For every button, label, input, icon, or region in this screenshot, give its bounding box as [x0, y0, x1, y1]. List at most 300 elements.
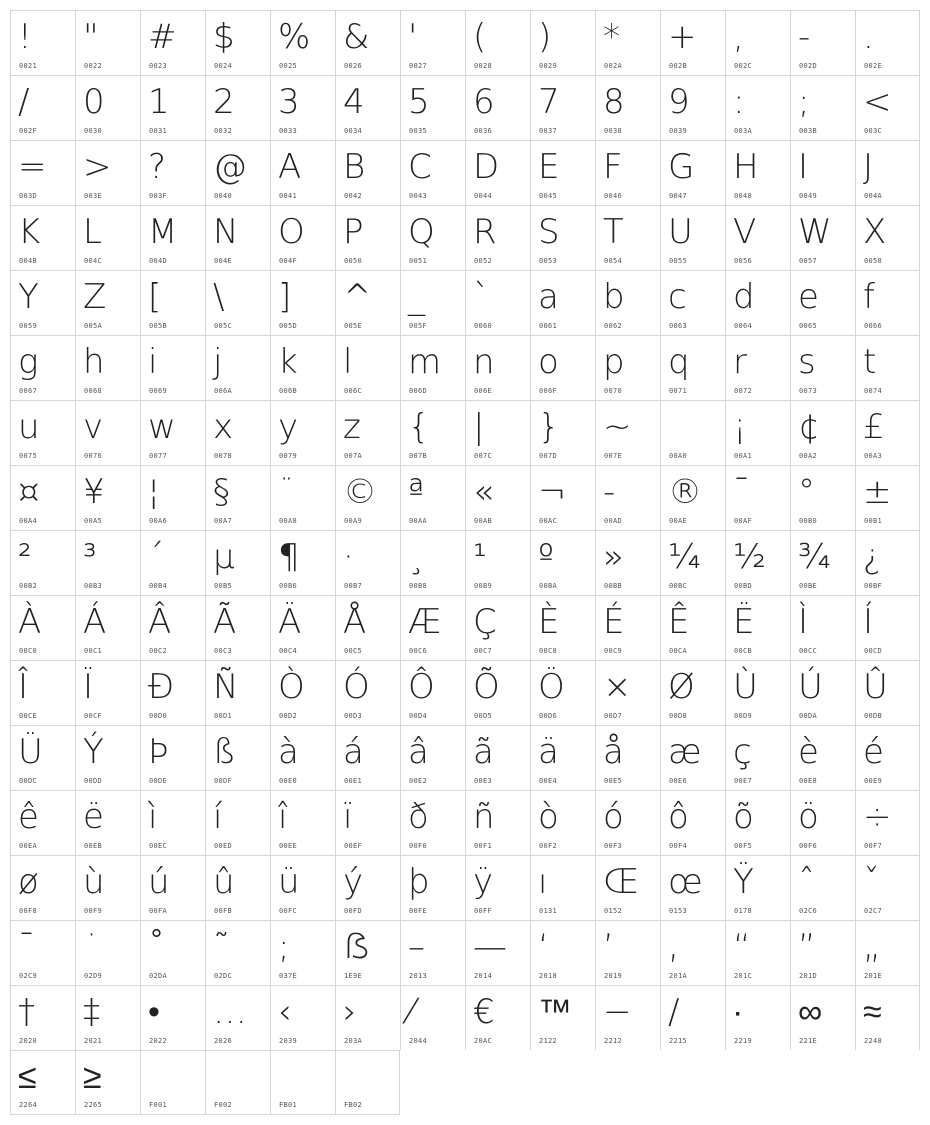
glyph-char: ≥	[83, 1057, 102, 1097]
glyph-char: -	[603, 472, 616, 512]
glyph-cell	[10, 790, 75, 855]
glyph-codepoint: 006E	[474, 387, 493, 395]
glyph-codepoint: 0034	[344, 127, 363, 135]
glyph-codepoint: 00F1	[474, 842, 493, 850]
glyph-cell	[400, 75, 465, 140]
glyph-cell	[660, 75, 725, 140]
glyph-row	[10, 530, 920, 595]
glyph-codepoint: 2018	[539, 972, 558, 980]
glyph-char: {	[408, 407, 430, 447]
glyph-codepoint: 00A3	[864, 452, 883, 460]
glyph-char: ù	[83, 862, 105, 902]
glyph-codepoint: 00C0	[19, 647, 38, 655]
glyph-codepoint: 00A0	[669, 452, 688, 460]
glyph-char: º	[538, 537, 555, 577]
glyph-char: Ú	[798, 667, 823, 707]
glyph-cell	[725, 595, 790, 660]
glyph-codepoint: 0029	[539, 62, 558, 70]
glyph-cell	[400, 400, 465, 465]
glyph-char: m	[408, 342, 442, 382]
glyph-codepoint: 0053	[539, 257, 558, 265]
glyph-cell	[400, 985, 465, 1050]
glyph-char: ;	[278, 927, 290, 967]
glyph-char: ª	[408, 472, 425, 512]
glyph-cell	[10, 140, 75, 205]
glyph-char: ô	[668, 797, 689, 837]
glyph-char: ñ	[473, 797, 495, 837]
glyph-char: ;	[798, 82, 810, 122]
glyph-cell	[725, 530, 790, 595]
glyph-cell	[790, 140, 855, 205]
glyph-char: J	[863, 147, 874, 187]
glyph-cell	[75, 985, 140, 1050]
glyph-cell	[790, 400, 855, 465]
glyph-codepoint: 0025	[279, 62, 298, 70]
glyph-char: ¸	[408, 537, 425, 577]
glyph-codepoint: 00F7	[864, 842, 883, 850]
glyph-codepoint: 0067	[19, 387, 38, 395]
glyph-codepoint: 0033	[279, 127, 298, 135]
glyph-codepoint: 00D2	[279, 712, 298, 720]
glyph-codepoint: 0075	[19, 452, 38, 460]
glyph-codepoint: 00FE	[409, 907, 428, 915]
glyph-cell	[270, 855, 335, 920]
glyph-cell	[660, 335, 725, 400]
glyph-cell	[790, 530, 855, 595]
glyph-char: k	[278, 342, 298, 382]
glyph-char: Ñ	[213, 667, 239, 707]
glyph-char: °	[798, 472, 815, 512]
glyph-char: C	[408, 147, 432, 187]
glyph-cell	[75, 920, 140, 985]
glyph-cell	[465, 660, 530, 725]
glyph-cell	[140, 530, 205, 595]
glyph-char: B	[343, 147, 366, 187]
glyph-cell	[725, 790, 790, 855]
glyph-char: V	[733, 212, 757, 252]
glyph-codepoint: 0056	[734, 257, 753, 265]
glyph-codepoint: 00DB	[864, 712, 883, 720]
glyph-cell	[75, 140, 140, 205]
glyph-cell	[400, 270, 465, 335]
glyph-char: ˙	[83, 927, 100, 967]
glyph-codepoint: 005D	[279, 322, 298, 330]
glyph-char: X	[863, 212, 887, 252]
glyph-codepoint: 0072	[734, 387, 753, 395]
glyph-codepoint: 00D4	[409, 712, 428, 720]
glyph-codepoint: 00DA	[799, 712, 818, 720]
glyph-char: »	[603, 537, 624, 577]
glyph-codepoint: 00B7	[344, 582, 363, 590]
glyph-codepoint: 00BC	[669, 582, 688, 590]
glyph-cell	[140, 465, 205, 530]
glyph-char: Ø	[668, 667, 695, 707]
glyph-char: Ç	[473, 602, 497, 642]
glyph-codepoint: 0178	[734, 907, 753, 915]
glyph-char: v	[83, 407, 104, 447]
glyph-codepoint: 00E7	[734, 777, 753, 785]
glyph-codepoint: 004B	[19, 257, 38, 265]
glyph-codepoint: 0131	[539, 907, 558, 915]
glyph-char: ø	[18, 862, 39, 902]
glyph-cell	[660, 400, 725, 465]
glyph-char: 7	[538, 82, 560, 122]
glyph-codepoint: 00FD	[344, 907, 363, 915]
glyph-cell	[725, 10, 790, 75]
glyph-char: ™	[538, 992, 572, 1032]
glyph-char: i	[148, 342, 158, 382]
glyph-char: ü	[278, 862, 300, 902]
glyph-codepoint: 00B4	[149, 582, 168, 590]
glyph-cell	[400, 920, 465, 985]
glyph-char: Þ	[148, 732, 169, 772]
glyph-codepoint: 0024	[214, 62, 233, 70]
glyph-cell	[595, 465, 660, 530]
glyph-codepoint: 201C	[734, 972, 753, 980]
glyph-codepoint: 00F2	[539, 842, 558, 850]
glyph-cell	[595, 660, 660, 725]
glyph-cell	[75, 530, 140, 595]
glyph-codepoint: 00AE	[669, 517, 688, 525]
glyph-codepoint: 0041	[279, 192, 298, 200]
glyph-char: ∞	[798, 992, 823, 1032]
glyph-cell	[790, 205, 855, 270]
glyph-cell	[335, 855, 400, 920]
glyph-codepoint: 0077	[149, 452, 168, 460]
glyph-char: ”	[798, 927, 816, 967]
glyph-cell	[660, 595, 725, 660]
glyph-codepoint: 00AA	[409, 517, 428, 525]
glyph-cell	[465, 465, 530, 530]
glyph-char: Œ	[603, 862, 640, 902]
glyph-char: ä	[538, 732, 559, 772]
glyph-codepoint: 00C8	[539, 647, 558, 655]
glyph-cell	[790, 920, 855, 985]
glyph-codepoint: 004D	[149, 257, 168, 265]
glyph-codepoint: 02C9	[19, 972, 38, 980]
glyph-codepoint: 006C	[344, 387, 363, 395]
glyph-char: D	[473, 147, 500, 187]
glyph-cell	[465, 270, 530, 335]
glyph-codepoint: 00B6	[279, 582, 298, 590]
glyph-cell	[725, 465, 790, 530]
glyph-codepoint: 2039	[279, 1037, 298, 1045]
glyph-cell	[270, 660, 335, 725]
glyph-codepoint: 006F	[539, 387, 558, 395]
glyph-char: §	[213, 472, 230, 512]
glyph-char: )	[538, 17, 552, 57]
glyph-cell	[465, 790, 530, 855]
glyph-codepoint: 004A	[864, 192, 883, 200]
glyph-char: +	[668, 17, 697, 57]
glyph-char: Á	[83, 602, 107, 642]
glyph-char: a	[538, 277, 559, 317]
glyph-cell	[205, 335, 270, 400]
glyph-cell	[465, 985, 530, 1050]
glyph-char: µ	[213, 537, 235, 577]
glyph-cell	[855, 725, 920, 790]
glyph-cell	[530, 10, 595, 75]
glyph-cell	[335, 400, 400, 465]
glyph-char: Z	[83, 277, 107, 317]
glyph-char: P	[343, 212, 364, 252]
glyph-cell	[660, 660, 725, 725]
glyph-cell	[530, 920, 595, 985]
glyph-cell	[400, 660, 465, 725]
glyph-codepoint: 0074	[864, 387, 883, 395]
glyph-cell	[465, 140, 530, 205]
glyph-cell	[270, 75, 335, 140]
glyph-cell	[530, 985, 595, 1050]
glyph-cell	[10, 335, 75, 400]
glyph-char: ´	[148, 537, 165, 577]
glyph-char: Ã	[213, 602, 237, 642]
glyph-char: î	[278, 797, 288, 837]
glyph-cell	[205, 1050, 270, 1115]
glyph-char: K	[18, 212, 41, 252]
glyph-char: â	[408, 732, 429, 772]
glyph-grid	[10, 10, 920, 1115]
glyph-char: Ô	[408, 667, 435, 707]
glyph-char: '	[408, 17, 418, 57]
glyph-cell	[10, 660, 75, 725]
glyph-cell	[595, 595, 660, 660]
glyph-codepoint: 0021	[19, 62, 38, 70]
glyph-char: p	[603, 342, 625, 382]
glyph-cell	[400, 790, 465, 855]
glyph-cell	[335, 660, 400, 725]
glyph-codepoint: 0023	[149, 62, 168, 70]
glyph-codepoint: 2014	[474, 972, 493, 980]
glyph-cell	[595, 920, 660, 985]
glyph-char: Ò	[278, 667, 305, 707]
glyph-char: c	[668, 277, 687, 317]
glyph-codepoint: 2265	[84, 1101, 103, 1109]
glyph-codepoint: 1E9E	[344, 972, 363, 980]
glyph-char: 4	[343, 82, 365, 122]
glyph-codepoint: 00EF	[344, 842, 363, 850]
glyph-codepoint: 003B	[799, 127, 818, 135]
glyph-char: í	[213, 797, 223, 837]
glyph-cell	[790, 335, 855, 400]
glyph-char: o	[538, 342, 559, 382]
glyph-char: ý	[343, 862, 364, 902]
glyph-cell	[140, 140, 205, 205]
glyph-cell	[140, 985, 205, 1050]
glyph-cell	[660, 465, 725, 530]
glyph-char: 9	[668, 82, 690, 122]
glyph-char: Ë	[733, 602, 755, 642]
glyph-cell	[530, 400, 595, 465]
glyph-codepoint: 00C2	[149, 647, 168, 655]
glyph-char: ‚	[668, 927, 679, 967]
glyph-codepoint: 00AB	[474, 517, 493, 525]
glyph-char: j	[213, 342, 223, 382]
glyph-char: ²	[18, 537, 32, 577]
glyph-char: à	[278, 732, 299, 772]
glyph-char: I	[798, 147, 809, 187]
glyph-cell	[205, 920, 270, 985]
glyph-cell	[270, 595, 335, 660]
glyph-cell	[725, 140, 790, 205]
glyph-char: u	[18, 407, 40, 447]
glyph-cell	[725, 725, 790, 790]
glyph-char: |	[473, 407, 485, 447]
glyph-char: Ð	[148, 667, 175, 707]
glyph-codepoint: 00D7	[604, 712, 623, 720]
glyph-codepoint: 00D9	[734, 712, 753, 720]
glyph-codepoint: 201D	[799, 972, 818, 980]
glyph-char: W	[798, 212, 832, 252]
glyph-cell	[530, 530, 595, 595]
glyph-codepoint: 0037	[539, 127, 558, 135]
glyph-cell	[465, 725, 530, 790]
glyph-cell	[75, 335, 140, 400]
glyph-codepoint: 00F9	[84, 907, 103, 915]
glyph-row	[10, 75, 920, 140]
glyph-cell	[205, 855, 270, 920]
glyph-cell	[270, 790, 335, 855]
glyph-cell	[465, 855, 530, 920]
glyph-cell	[725, 270, 790, 335]
glyph-cell	[660, 270, 725, 335]
glyph-cell	[10, 725, 75, 790]
glyph-cell	[855, 595, 920, 660]
glyph-codepoint: 2019	[604, 972, 623, 980]
glyph-cell	[335, 595, 400, 660]
glyph-cell	[530, 465, 595, 530]
glyph-char: á	[343, 732, 364, 772]
glyph-char: è	[798, 732, 819, 772]
glyph-codepoint: 02DC	[214, 972, 233, 980]
glyph-char: .	[863, 17, 874, 57]
glyph-char: ≤	[18, 1057, 37, 1097]
glyph-codepoint: 00E2	[409, 777, 428, 785]
glyph-cell	[335, 10, 400, 75]
glyph-char: ö	[798, 797, 819, 837]
glyph-char: }	[538, 407, 560, 447]
glyph-codepoint: 0042	[344, 192, 363, 200]
glyph-char: ì	[148, 797, 158, 837]
glyph-codepoint: 00AC	[539, 517, 558, 525]
glyph-codepoint: 007A	[344, 452, 363, 460]
glyph-cell	[140, 790, 205, 855]
glyph-codepoint: 0061	[539, 322, 558, 330]
glyph-cell	[10, 270, 75, 335]
glyph-codepoint: 00ED	[214, 842, 233, 850]
glyph-codepoint: 0066	[864, 322, 883, 330]
glyph-cell	[270, 335, 335, 400]
glyph-codepoint: 02C7	[864, 907, 883, 915]
glyph-codepoint: 00EB	[84, 842, 103, 850]
glyph-codepoint: 2122	[539, 1037, 558, 1045]
glyph-codepoint: 0040	[214, 192, 233, 200]
glyph-cell	[140, 660, 205, 725]
glyph-char: %	[278, 17, 311, 57]
glyph-cell	[465, 205, 530, 270]
glyph-cell	[790, 660, 855, 725]
glyph-codepoint: 00F3	[604, 842, 623, 850]
glyph-codepoint: 00A4	[19, 517, 38, 525]
glyph-cell	[270, 205, 335, 270]
glyph-codepoint: 00A2	[799, 452, 818, 460]
glyph-codepoint: 0045	[539, 192, 558, 200]
glyph-codepoint: 0076	[84, 452, 103, 460]
glyph-char: ˇ	[863, 862, 880, 902]
glyph-cell	[855, 790, 920, 855]
glyph-char: 6	[473, 82, 495, 122]
glyph-cell	[335, 75, 400, 140]
glyph-char: ?	[148, 147, 167, 187]
glyph-cell	[855, 75, 920, 140]
glyph-cell	[530, 335, 595, 400]
glyph-codepoint: 0068	[84, 387, 103, 395]
glyph-char: Ä	[278, 602, 302, 642]
glyph-char: U	[668, 212, 693, 252]
glyph-row	[10, 725, 920, 790]
glyph-char: F	[603, 147, 623, 187]
glyph-char: 0	[83, 82, 105, 122]
glyph-codepoint: 00F8	[19, 907, 38, 915]
glyph-cell	[205, 270, 270, 335]
glyph-char: 3	[278, 82, 300, 122]
glyph-codepoint: 0032	[214, 127, 233, 135]
glyph-cell	[75, 855, 140, 920]
glyph-codepoint: 00E0	[279, 777, 298, 785]
glyph-char: ï	[343, 797, 353, 837]
glyph-cell	[595, 855, 660, 920]
glyph-cell	[270, 985, 335, 1050]
glyph-char: ð	[408, 797, 429, 837]
glyph-codepoint: 00CC	[799, 647, 818, 655]
glyph-char: !	[18, 17, 32, 57]
glyph-codepoint: 00E1	[344, 777, 363, 785]
glyph-cell	[205, 530, 270, 595]
glyph-char: É	[603, 602, 625, 642]
glyph-char: ±	[863, 472, 892, 512]
glyph-cell	[595, 10, 660, 75]
glyph-cell	[205, 660, 270, 725]
glyph-cell	[855, 920, 920, 985]
glyph-codepoint: 0059	[19, 322, 38, 330]
glyph-cell	[140, 10, 205, 75]
glyph-cell	[205, 790, 270, 855]
glyph-codepoint: 0028	[474, 62, 493, 70]
glyph-row	[10, 595, 920, 660]
glyph-codepoint: 00CD	[864, 647, 883, 655]
glyph-codepoint: 201A	[669, 972, 688, 980]
glyph-cell	[75, 10, 140, 75]
glyph-char: ×	[603, 667, 632, 707]
glyph-codepoint: 0022	[84, 62, 103, 70]
glyph-char: ẞ	[343, 927, 370, 967]
glyph-char: q	[668, 342, 690, 382]
glyph-cell	[725, 75, 790, 140]
glyph-codepoint: 00F5	[734, 842, 753, 850]
glyph-cell	[140, 725, 205, 790]
glyph-cell	[530, 725, 595, 790]
glyph-codepoint: 00FB	[214, 907, 233, 915]
glyph-cell	[790, 465, 855, 530]
glyph-cell	[205, 205, 270, 270]
glyph-char: ›	[343, 992, 357, 1032]
glyph-char: O	[278, 212, 305, 252]
glyph-cell	[335, 985, 400, 1050]
glyph-codepoint: 007B	[409, 452, 428, 460]
glyph-cell	[400, 335, 465, 400]
glyph-char: …	[213, 992, 247, 1032]
glyph-row	[10, 400, 920, 465]
